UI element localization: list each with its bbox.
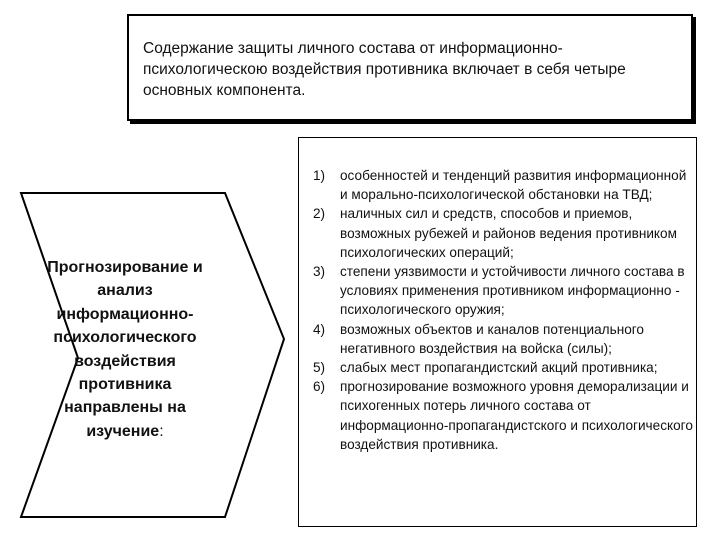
arrow-label-line-4: психологического <box>53 329 197 347</box>
list-item-text: прогнозирование возможного уровня деморализации и психогенных потерь личного состава от информационно-пропагандистского и психологического воздействия противника. <box>340 379 693 452</box>
list-item-4 <box>313 320 693 358</box>
list-item-number: 2) <box>313 206 326 222</box>
arrow-label-line-6: противника <box>78 376 172 394</box>
arrow-label-last-word: изучение <box>86 422 160 440</box>
list-item-number: 4) <box>313 321 326 337</box>
arrow-label-line-1: Прогнозирование и <box>47 259 203 276</box>
list-item-number: 3) <box>313 264 326 280</box>
list-item-text: возможных объектов и каналов потенциального негативного воздействия на войска (силы); <box>340 321 644 356</box>
list-item-text: наличных сил и средств, способов и приемов, возможных рубежей и районов ведения противником психологических операций; <box>340 206 677 260</box>
arrow-label-line-3: информационно- <box>56 305 194 323</box>
arrow-label-line-7: направлены на <box>64 399 186 417</box>
list-item-number: 1) <box>313 168 326 183</box>
list-item-6 <box>313 377 693 454</box>
study-items-box <box>298 137 697 527</box>
arrow-label-line-2: анализ <box>97 282 153 300</box>
list-item-text: особенностей и тенденций развития информационной и морально-психологической обстановки на ТВД; <box>340 168 687 203</box>
arrow-label-line-8 <box>30 420 220 443</box>
list-item-number: 6) <box>313 379 326 395</box>
list-item-text: степени уязвимости и устойчивости личного состава в условиях применения противником информационно - психологического оружия; <box>340 264 685 318</box>
list-item-2 <box>313 204 693 262</box>
header-text: Содержание защиты личного состава от информационно-психологическою воздействия противника включает в себя четыре основных компонента. <box>143 40 626 99</box>
arrow-label-line-5: воздействия <box>74 352 176 370</box>
list-item-5 <box>313 358 693 377</box>
arrow-label-colon: : <box>159 422 164 440</box>
study-items-list <box>313 166 693 454</box>
list-item-1 <box>313 166 693 204</box>
list-item-3 <box>313 262 693 320</box>
list-item-number: 5) <box>313 360 326 376</box>
list-item-text: слабых мест пропагандистский акций противника; <box>340 360 658 376</box>
arrow-label <box>30 256 220 443</box>
